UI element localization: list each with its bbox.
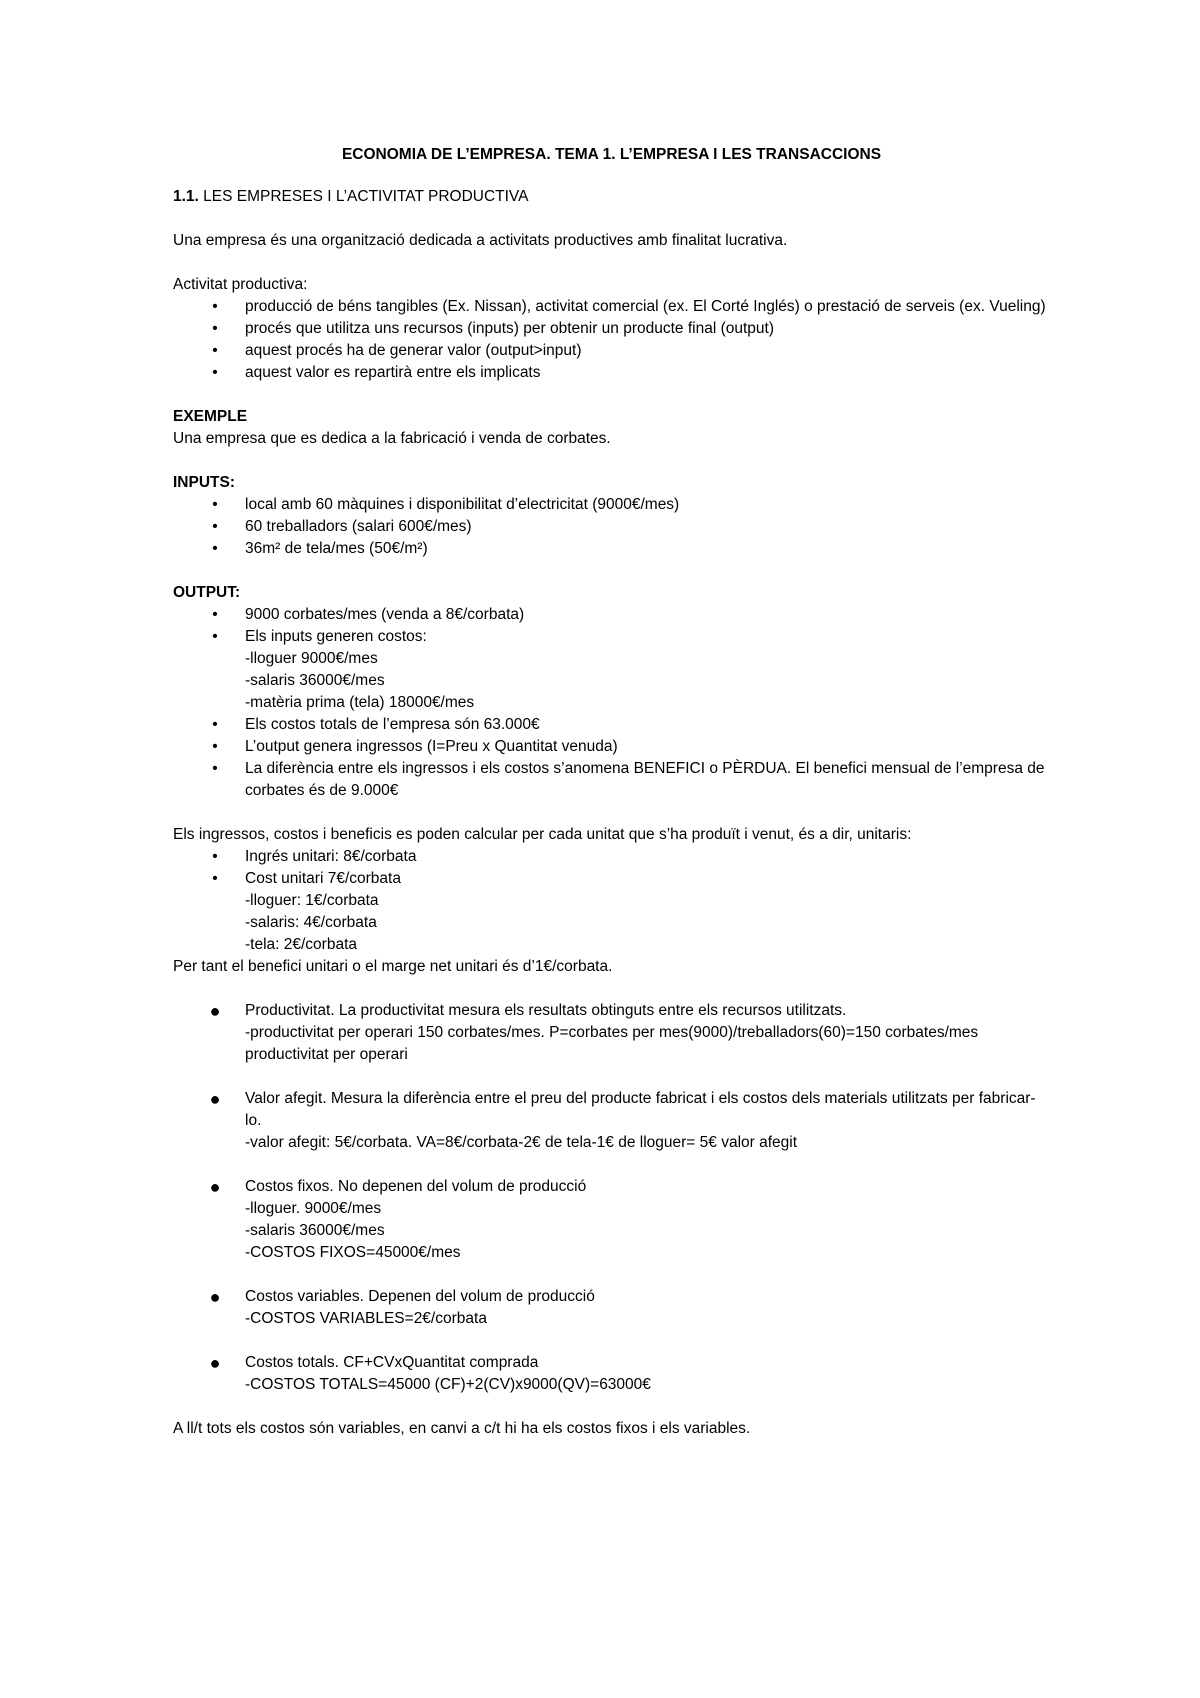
list-item: • 60 treballadors (salari 600€/mes) — [173, 516, 1050, 538]
bullet-icon: • — [212, 342, 218, 359]
unitaris-intro: Els ingressos, costos i beneficis es poden calcular per cada unitat que s’ha produït i venut, és a dir, unitaris: — [173, 826, 912, 843]
bullet-icon: • — [212, 716, 218, 733]
unitaris-list — [173, 846, 1050, 956]
concept-item: ● Costos variables. Depenen del volum de producció -COSTOS VARIABLES=2€/corbata — [173, 1286, 1050, 1330]
output-list — [173, 604, 1050, 802]
bullet-icon: • — [212, 606, 218, 623]
bullet-icon: ● — [209, 1287, 221, 1307]
list-item: • aquest valor es repartirà entre els implicats — [173, 362, 1050, 384]
document-title: ECONOMIA DE L’EMPRESA. TEMA 1. L’EMPRESA I LES TRANSACCIONS — [341, 146, 882, 163]
inputs-heading: INPUTS: — [173, 474, 235, 491]
definition-paragraph: Una empresa és una organització dedicada a activitats productives amb finalitat lucrativa. — [173, 232, 788, 249]
bullet-icon: • — [212, 496, 218, 513]
cost-line: -lloguer 9000€/mes — [245, 650, 378, 667]
list-item: • aquest procés ha de generar valor (output>input) — [173, 340, 1050, 362]
bullet-icon: • — [212, 738, 218, 755]
list-item: • La diferència entre els ingressos i els costos s’anomena BENEFICI o PÈRDUA. El benefici mensual de l’empresa de corbates és de 9.000€ — [173, 758, 1050, 802]
list-item: • 9000 corbates/mes (venda a 8€/corbata) — [173, 604, 1050, 626]
cost-line: -salaris: 4€/corbata — [245, 914, 377, 931]
cost-line: -matèria prima (tela) 18000€/mes — [245, 694, 475, 711]
output-heading: OUTPUT: — [173, 584, 241, 601]
cost-line: -tela: 2€/corbata — [245, 936, 358, 953]
activitat-list — [173, 296, 1050, 384]
list-item: • Els costos totals de l’empresa són 63.000€ — [173, 714, 1050, 736]
bullet-icon: • — [212, 298, 218, 315]
unitaris-conclusion: Per tant el benefici unitari o el marge net unitari és d’1€/corbata. — [173, 958, 613, 975]
list-item: • L’output genera ingressos (I=Preu x Quantitat venuda) — [173, 736, 1050, 758]
section-label: LES EMPRESES I L’ACTIVITAT PRODUCTIVA — [203, 188, 529, 205]
cost-line: -salaris 36000€/mes — [245, 672, 385, 689]
exemple-heading: EXEMPLE — [173, 408, 248, 425]
bullet-icon: • — [212, 320, 218, 337]
exemple-text: Una empresa que es dedica a la fabricació i venda de corbates. — [173, 430, 611, 447]
bullet-icon: • — [212, 540, 218, 557]
bullet-icon: • — [212, 870, 218, 887]
bullet-icon: ● — [209, 1353, 221, 1373]
concept-item: ● Productivitat. La productivitat mesura els resultats obtinguts entre els recursos utilitzats. -productivitat per operari 150 corbates/mes. P=corbates per mes(9000)/treballadors(60)=150 corbates/mes productivitat per operari — [173, 1000, 1050, 1066]
concept-item: ● Valor afegit. Mesura la diferència entre el preu del producte fabricat i els costos dels materials utilitzats per fabricar-lo. -valor afegit: 5€/corbata. VA=8€/corbata-2€ de tela-1€ de lloguer= 5€ valor afegit — [173, 1088, 1050, 1154]
final-paragraph: A ll/t tots els costos són variables, en canvi a c/t hi ha els costos fixos i els variables. — [173, 1420, 751, 1437]
bullet-icon: • — [212, 364, 218, 381]
cost-line: -lloguer: 1€/corbata — [245, 892, 379, 909]
bullet-icon: • — [212, 628, 218, 645]
inputs-list — [173, 494, 1050, 560]
concept-item: ● Costos totals. CF+CVxQuantitat comprada -COSTOS TOTALS=45000 (CF)+2(CV)x9000(QV)=63000€ — [173, 1352, 1050, 1396]
activitat-heading: Activitat productiva: — [173, 276, 308, 293]
list-item: • procés que utilitza uns recursos (inputs) per obtenir un producte final (output) — [173, 318, 1050, 340]
concepts-list — [173, 1000, 1050, 1396]
bullet-icon: • — [212, 848, 218, 865]
bullet-icon: ● — [209, 1001, 221, 1021]
list-item: • producció de béns tangibles (Ex. Nissan), activitat comercial (ex. El Corté Inglés) o prestació de serveis (ex. Vueling) — [173, 296, 1050, 318]
bullet-icon: • — [212, 518, 218, 535]
list-item: • Cost unitari 7€/corbata -lloguer: 1€/corbata -salaris: 4€/corbata -tela: 2€/corbata — [173, 868, 1050, 956]
list-item: • Els inputs generen costos: -lloguer 9000€/mes -salaris 36000€/mes -matèria prima (tela) 18000€/mes — [173, 626, 1050, 714]
list-item: • 36m² de tela/mes (50€/m²) — [173, 538, 1050, 560]
concept-item: ● Costos fixos. No depenen del volum de producció -lloguer. 9000€/mes -salaris 36000€/mes -COSTOS FIXOS=45000€/mes — [173, 1176, 1050, 1264]
bullet-icon: • — [212, 760, 218, 777]
section-number: 1.1. — [173, 188, 199, 205]
bullet-icon: ● — [209, 1177, 221, 1197]
list-item: • Ingrés unitari: 8€/corbata — [173, 846, 1050, 868]
bullet-icon: ● — [209, 1089, 221, 1109]
section-heading — [173, 186, 1050, 208]
list-item: • local amb 60 màquines i disponibilitat d’electricitat (9000€/mes) — [173, 494, 1050, 516]
